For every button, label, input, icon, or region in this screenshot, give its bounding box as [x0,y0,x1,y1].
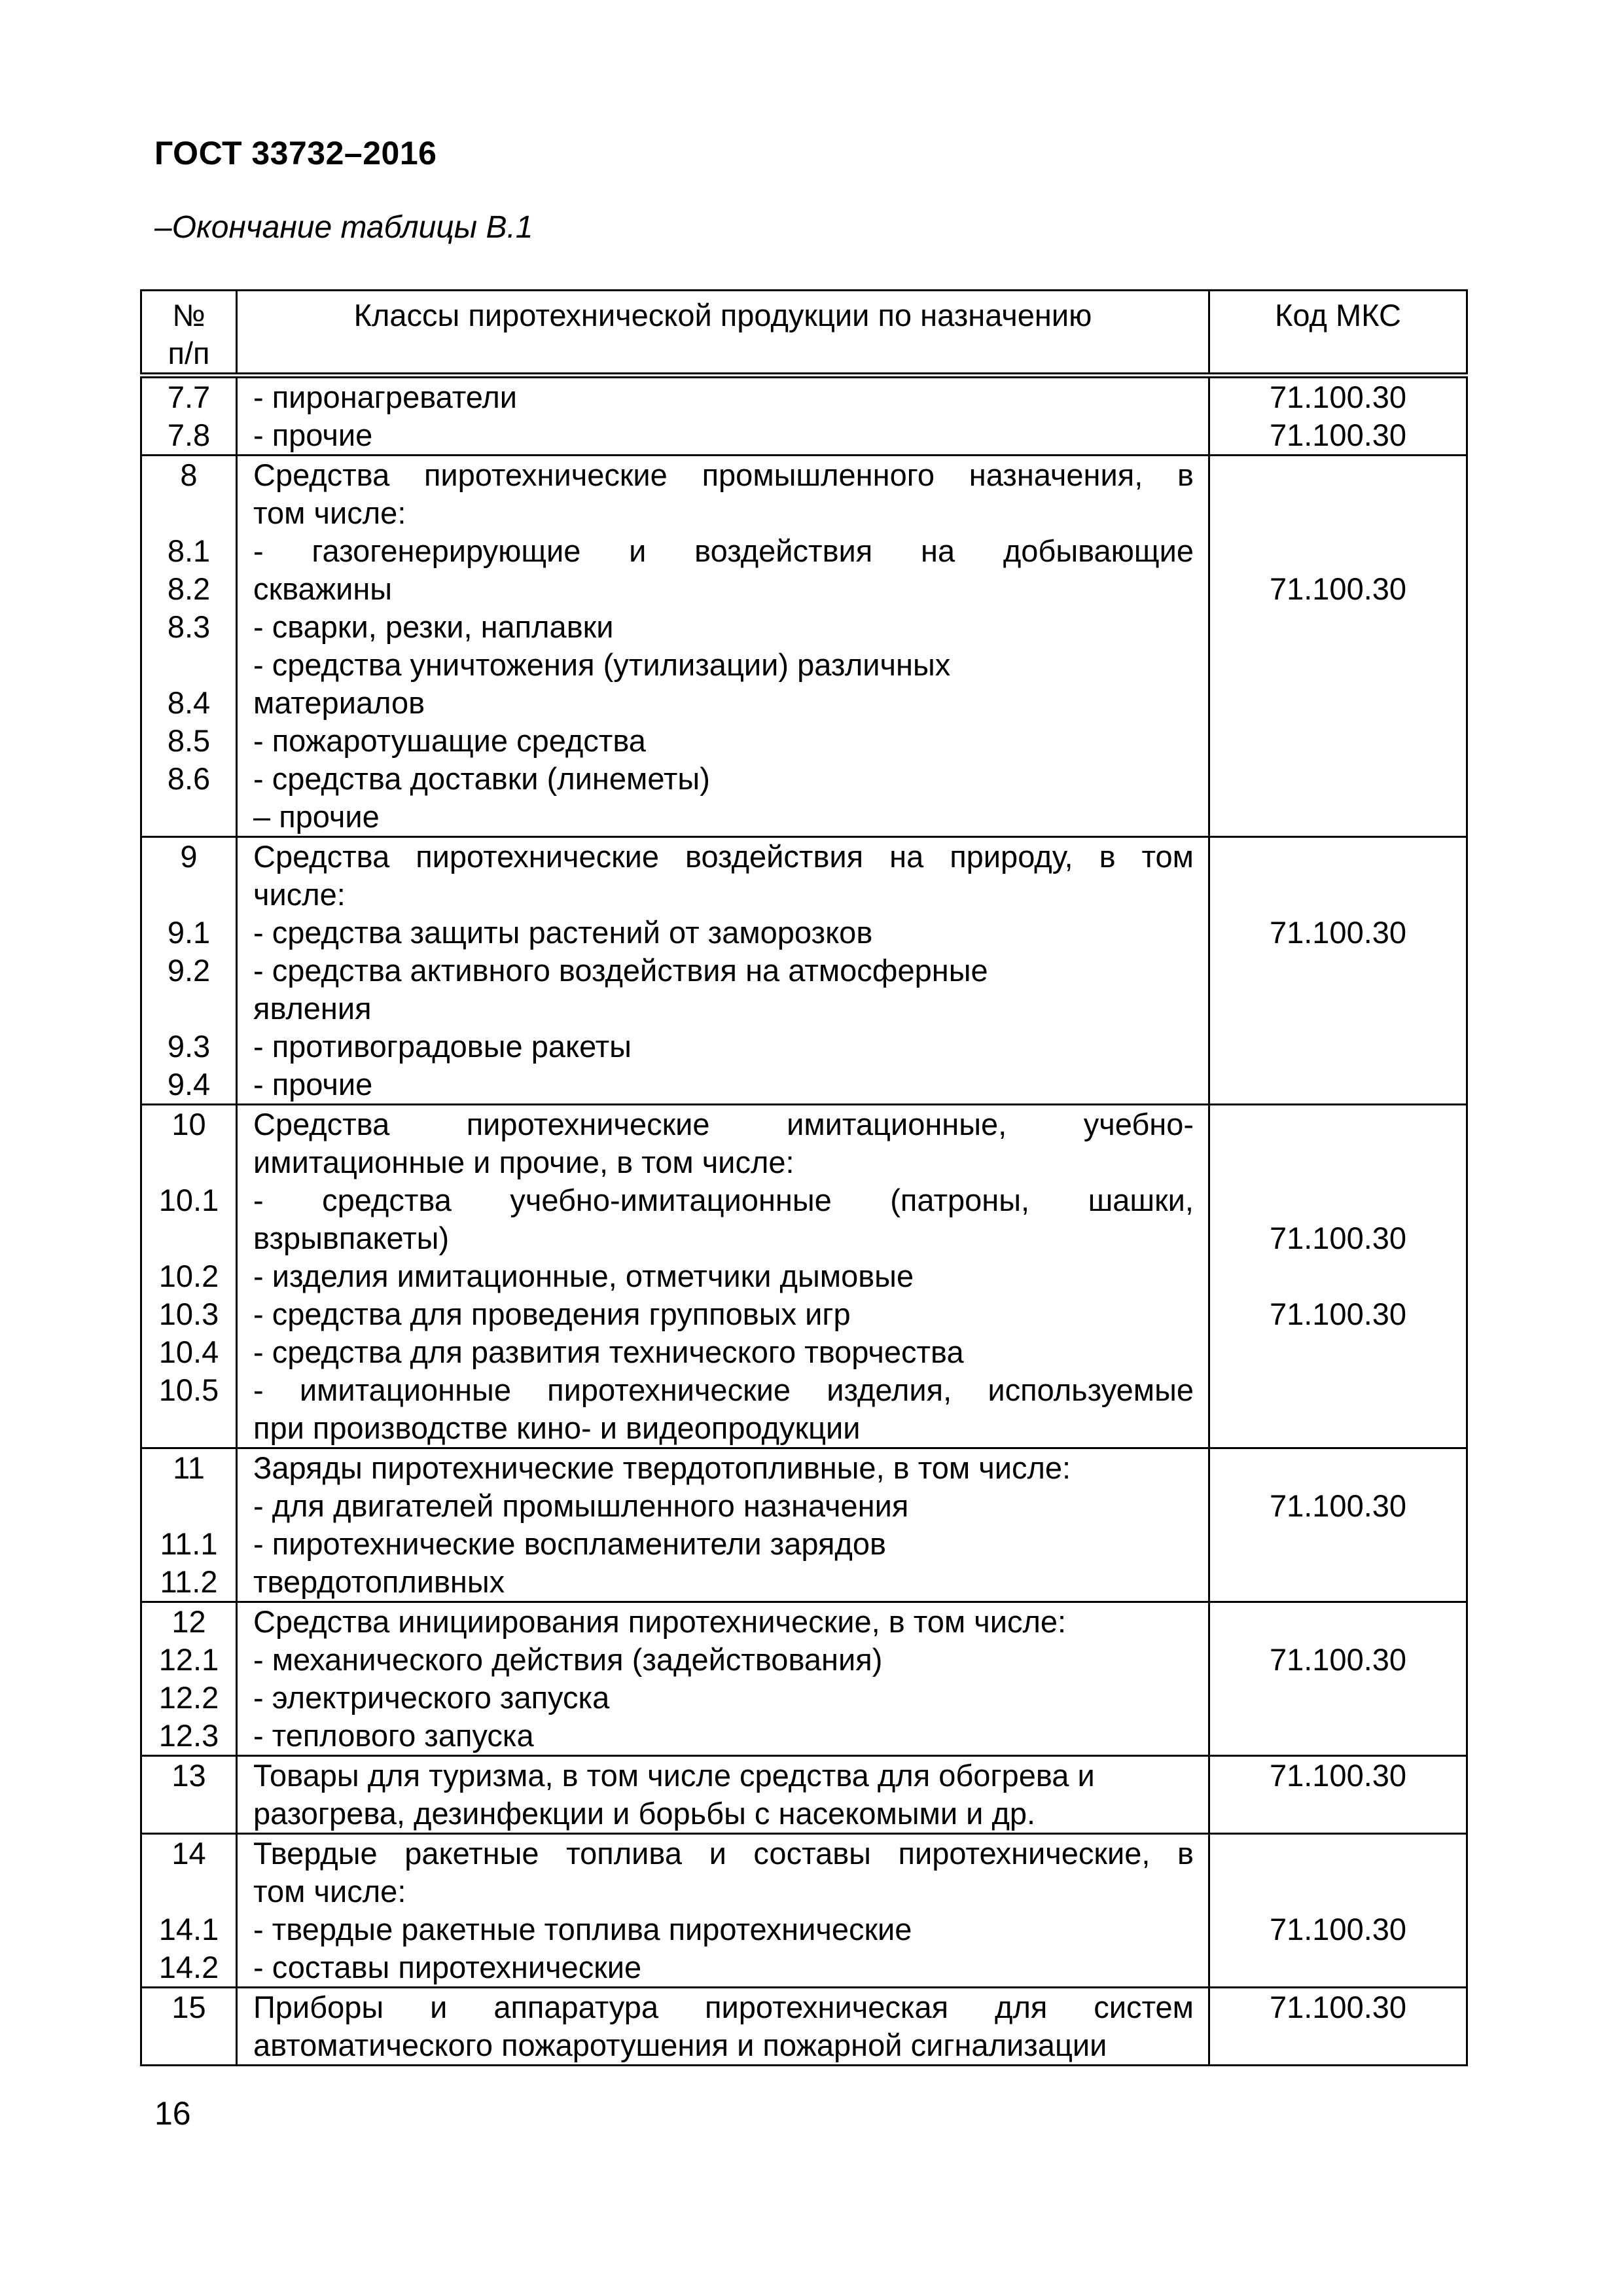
row-number: 11.2 [160,1564,218,1599]
row-number: 9.4 [167,1067,211,1102]
row-name-line: скважины [253,571,393,606]
mks-code [1210,494,1466,532]
row-number-cell [141,1602,237,1756]
page-number: 16 [154,2095,191,2132]
classification-table [140,289,1468,2066]
mks-code [1210,838,1466,876]
row-name-line: Средства пиротехнические имитационные, учебно- [253,1107,1194,1141]
row-name-cell [237,1105,1209,1448]
row-name-line: - имитационные пиротехнические изделия, используемые [253,1372,1194,1407]
row-number: 9 [180,839,198,874]
row-name-line: том числе: [253,1874,406,1909]
row-number [142,1873,236,1910]
row-code-cell [1209,1602,1467,1756]
row-code-cell [1209,456,1467,837]
mks-code [1210,1835,1466,1873]
mks-code [1210,1603,1466,1641]
row-number: 8.4 [167,685,211,720]
mks-code: 71.100.30 [1269,915,1407,950]
table-header-row [141,291,1467,376]
row-name-line: Заряды пиротехнические твердотопливные, в том числе: [253,1450,1071,1485]
row-name-line: разогрева, дезинфекции и борьбы с насекомыми и др. [253,1796,1036,1831]
row-number: 10.5 [158,1372,219,1407]
table-row [141,376,1467,456]
mks-code [1210,1873,1466,1910]
header-number-cell [141,291,237,376]
row-name-line: - средства для проведения групповых игр [253,1297,851,1331]
row-name-line: материалов [253,685,425,720]
table-row [141,1602,1467,1756]
row-number-cell [141,1988,237,2066]
row-code-cell [1209,376,1467,456]
row-number: 7.7 [167,380,211,414]
mks-code: 71.100.30 [1269,380,1407,414]
row-name-line: - твердые ракетные топлива пиротехнические [253,1912,912,1946]
row-number: 8.6 [167,761,211,796]
row-number-cell [141,1105,237,1448]
row-number: 15 [171,1990,206,2024]
row-name-line: - прочие [253,418,373,452]
row-name-line: Средства пиротехнические воздействия на природу, в том [253,839,1194,874]
row-number: 9.2 [167,953,211,988]
row-name-line: Средства инициирования пиротехнические, в том числе: [253,1604,1067,1639]
row-number: 10.2 [158,1259,219,1293]
row-number: 7.8 [167,418,211,452]
row-name-line: числе: [253,877,346,912]
row-number [142,1219,236,1257]
row-name-cell [237,1988,1209,2066]
row-name-cell [237,1602,1209,1756]
mks-code: 71.100.30 [1269,1990,1407,2024]
row-name-line: твердотопливных [253,1564,505,1599]
row-name-line: Твердые ракетные топлива и составы пиротехнические, в [253,1836,1194,1871]
row-number: 10.1 [158,1183,219,1217]
row-code-cell [1209,1988,1467,2066]
row-number [142,1143,236,1181]
row-code-cell [1209,1448,1467,1602]
row-name-line: - прочие [253,1067,373,1102]
row-number [142,876,236,914]
mks-code [1210,532,1466,570]
mks-code [1210,876,1466,914]
row-name-line: - пиронагреватели [253,380,518,414]
row-name-line: взрывпакеты) [253,1221,450,1255]
row-number: 12.2 [158,1680,219,1715]
row-name-line: - средства доставки (линеметы) [253,761,710,796]
row-name-cell [237,376,1209,456]
row-name-line: - средства для развития технического творчества [253,1335,964,1369]
document-title: ГОСТ 33732–2016 [154,135,437,171]
row-number: 12.3 [158,1718,219,1753]
row-number-cell [141,456,237,837]
row-name-line: - пиротехнические воспламенители зарядов [253,1526,886,1561]
row-number-cell [141,1756,237,1834]
mks-code [1210,1105,1466,1143]
row-name-cell [237,837,1209,1105]
mks-code [1210,1143,1466,1181]
row-number-cell [141,837,237,1105]
row-name-line: - средства активного воздействия на атмосферные [253,953,988,988]
row-name-cell [237,1834,1209,1988]
row-number: 11.1 [160,1526,218,1561]
row-name-cell [237,1756,1209,1834]
row-number [142,494,236,532]
row-name-line: - составы пиротехнические [253,1950,642,1984]
row-number [142,1487,236,1525]
mks-code: 71.100.30 [1269,418,1407,452]
row-name-line: имитационные и прочие, в том числе: [253,1145,794,1179]
mks-code: 71.100.30 [1269,1297,1407,1331]
row-name-line: - средства уничтожения (утилизации) различных [253,647,951,682]
row-name-cell [237,1448,1209,1602]
row-name-line: - газогенерирующие и воздействия на добывающие [253,533,1194,568]
header-code-cell: Код МКС [1209,291,1467,376]
table-body [141,376,1467,2066]
row-name-line: - пожаротушащие средства [253,723,646,758]
mks-code [1210,1449,1466,1487]
row-name-line: - средства защиты растений от заморозков [253,915,873,950]
row-name-line: том числе: [253,495,406,530]
row-number [142,646,236,684]
row-name-line: - теплового запуска [253,1718,534,1753]
mks-code: 71.100.30 [1269,571,1407,606]
row-number: 9.1 [167,915,211,950]
row-name-line: автоматического пожаротушения и пожарной сигнализации [253,2028,1107,2062]
row-name-line: - для двигателей промышленного назначения [253,1488,909,1523]
row-name-line: Приборы и аппаратура пиротехническая для систем [253,1990,1194,2024]
table-row [141,1105,1467,1448]
table-row [141,1834,1467,1988]
row-number: 8.5 [167,723,211,758]
row-number: 9.3 [167,1029,211,1064]
row-number: 8 [180,457,198,492]
row-name-line: Товары для туризма, в том числе средства для обогрева и [253,1758,1095,1793]
row-name-line: – прочие [253,799,380,834]
row-code-cell [1209,837,1467,1105]
table-row [141,456,1467,837]
row-code-cell [1209,1756,1467,1834]
row-number: 10.4 [158,1335,219,1369]
row-name-cell [237,456,1209,837]
row-number-cell [141,1448,237,1602]
mks-code: 71.100.30 [1269,1912,1407,1946]
row-number [142,990,236,1028]
row-name-line: при производстве кино- и видеопродукции [253,1410,861,1445]
row-number: 8.1 [167,533,211,568]
table-row [141,1988,1467,2066]
row-name-line: явления [253,991,372,1026]
row-number: 14 [171,1836,206,1871]
row-code-cell [1209,1105,1467,1448]
row-number: 14.2 [158,1950,219,1984]
row-code-cell [1209,1834,1467,1988]
row-name-line: - изделия имитационные, отметчики дымовые [253,1259,914,1293]
mks-code [1210,1257,1466,1295]
row-number-cell [141,376,237,456]
table-row [141,837,1467,1105]
row-number: 12.1 [158,1642,219,1677]
header-name-cell: Классы пиротехнической продукции по назначению [237,291,1209,376]
row-name-line: - механического действия (задействования) [253,1642,883,1677]
row-number: 8.2 [167,571,211,606]
mks-code [1210,1181,1466,1219]
row-number: 13 [171,1758,206,1793]
mks-code: 71.100.30 [1269,1758,1407,1793]
row-number: 10.3 [158,1297,219,1331]
mks-code: 71.100.30 [1269,1642,1407,1677]
row-number-cell [141,1834,237,1988]
mks-code: 71.100.30 [1269,1221,1407,1255]
header-number-line: п/п [168,336,210,370]
mks-code: 71.100.30 [1269,1488,1407,1523]
header-number-line: № [172,298,205,332]
row-name-line: - сварки, резки, наплавки [253,609,614,644]
table-caption: –Окончание таблицы В.1 [154,210,533,245]
row-name-line: Средства пиротехнические промышленного назначения, в [253,457,1194,492]
row-number: 10 [171,1107,206,1141]
table-row [141,1448,1467,1602]
row-number: 11 [173,1450,205,1485]
table-row [141,1756,1467,1834]
row-number: 14.1 [158,1912,219,1946]
row-number: 12 [171,1604,206,1639]
row-name-line: - средства учебно-имитационные (патроны, шашки, [253,1183,1194,1217]
row-number: 8.3 [167,609,211,644]
row-name-line: - противоградовые ракеты [253,1029,632,1064]
row-name-line: - электрического запуска [253,1680,610,1715]
mks-code [1210,456,1466,494]
